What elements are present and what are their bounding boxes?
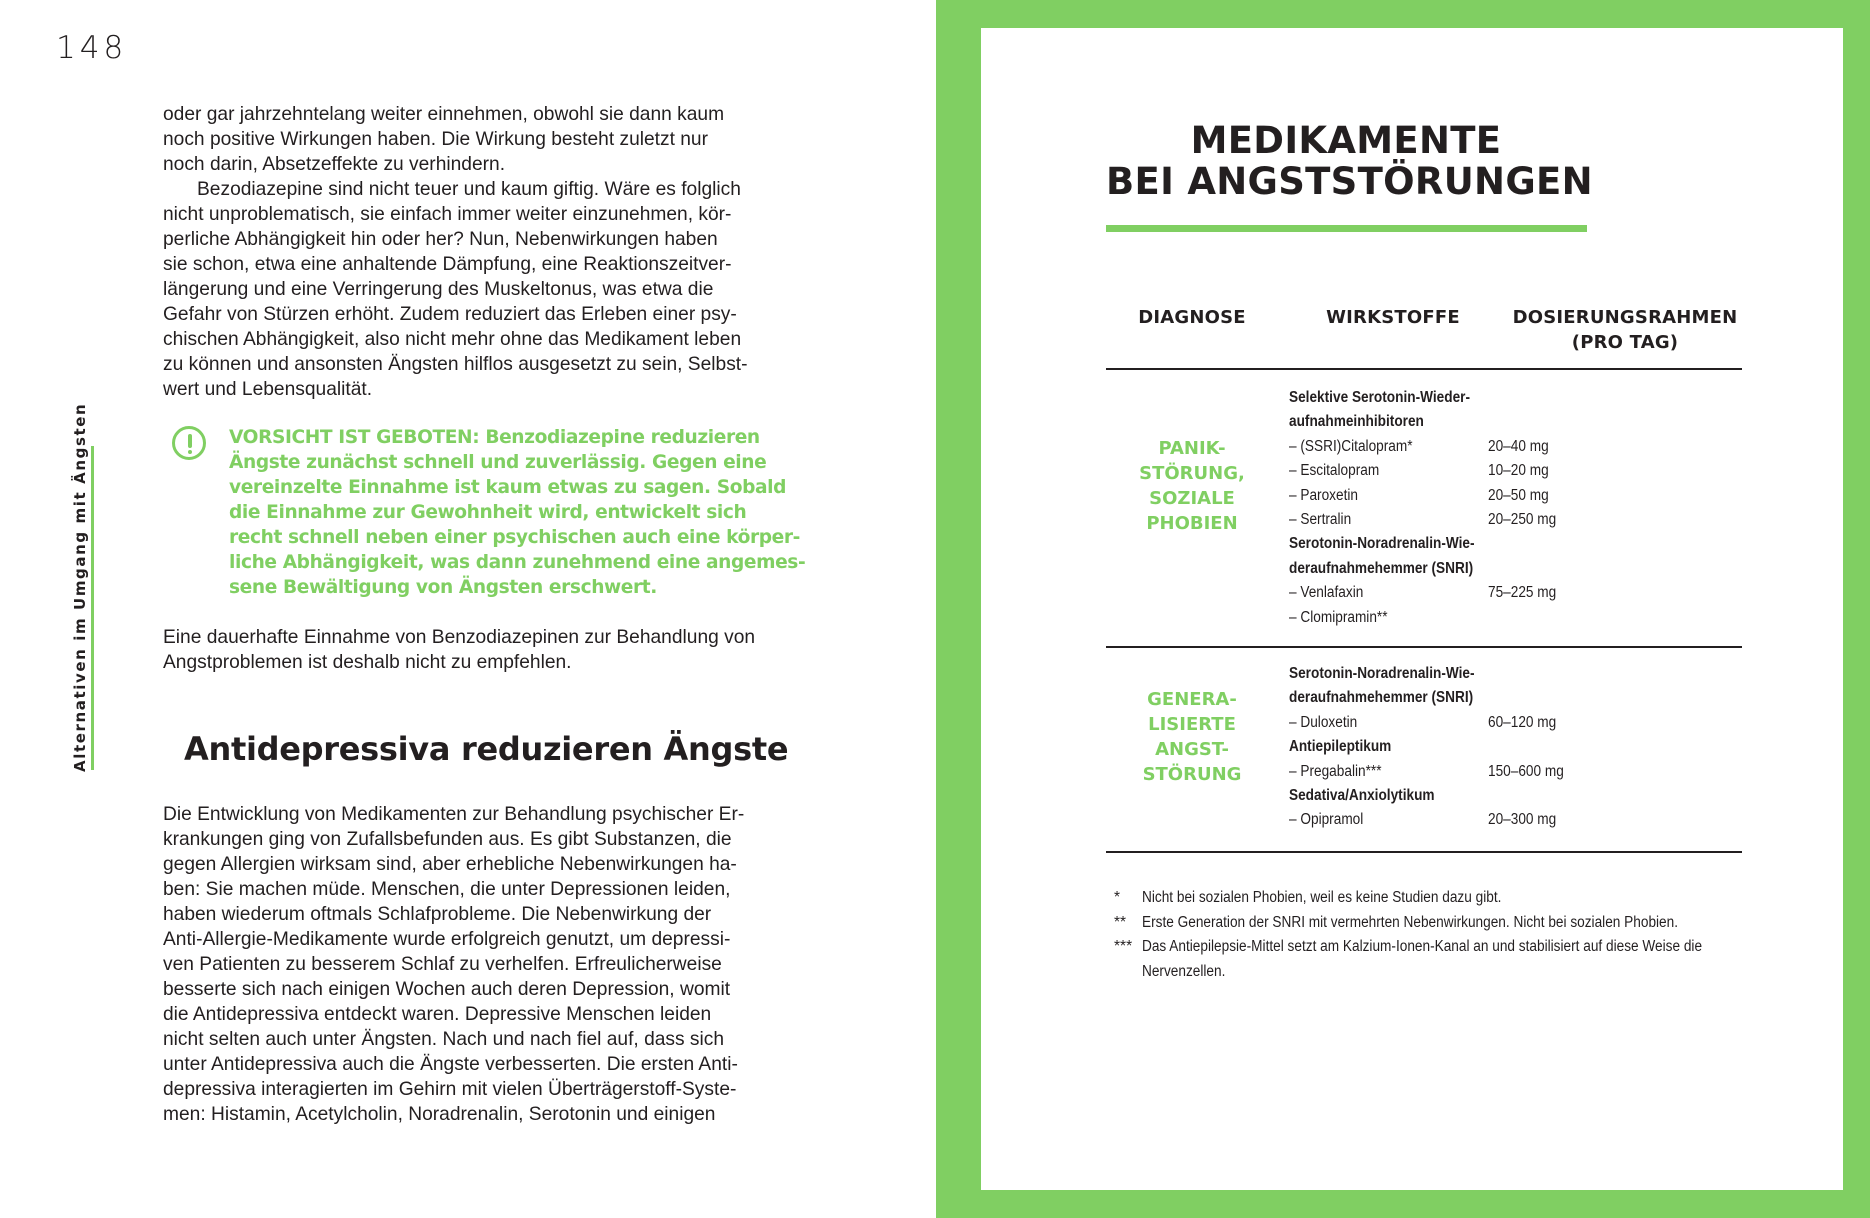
drug-group-row: [1289, 784, 1749, 808]
drug-group: deraufnahmehemmer (SNRI): [1289, 559, 1474, 577]
text-line: längerung und eine Verringerung des Muskeltonus, was etwa die: [163, 279, 714, 300]
diagnosis-line: PANIK-: [1158, 438, 1226, 459]
diagnosis-panic-social-phobia: [1106, 436, 1278, 536]
column-header-wirkstoffe: WIRKSTOFFE: [1326, 307, 1460, 328]
drug-group-row: [1289, 386, 1749, 410]
footnote-mark: **: [1114, 913, 1127, 931]
drug-group-row: [1289, 662, 1749, 686]
text-line: noch darin, Absetzeffekte zu verhindern.: [163, 154, 506, 175]
drug-group: Antiepileptikum: [1289, 738, 1392, 756]
title-line: MEDIKAMENTE: [1190, 119, 1502, 162]
table-row-rule: [1106, 646, 1742, 648]
text-line: nicht selten auch unter Ängsten. Nach und nach fiel auf, dass sich: [163, 1029, 725, 1050]
paragraph-4: [163, 802, 773, 1127]
drug-group-row: [1289, 735, 1749, 759]
running-head: Alternativen im Umgang mit Ängsten: [71, 402, 89, 772]
section-heading: Antidepressiva reduzieren Ängste: [184, 730, 789, 768]
text-line: depressiva interagierten im Gehirn mit vielen Überträgerstoff-Syste-: [163, 1079, 737, 1100]
text-line: perliche Abhängigkeit hin oder her? Nun, Nebenwirkungen haben: [163, 229, 718, 250]
footnote-text: Nicht bei sozialen Phobien, weil es keine Studien dazu gibt.: [1142, 889, 1502, 906]
drug-row: [1289, 808, 1749, 832]
text-line: Angstproblemen ist deshalb nicht zu empfehlen.: [163, 652, 572, 673]
footnote-text: Das Antiepilepsie-Mittel setzt am Kalzium-Ionen-Kanal an und stabilisiert auf diese Weise die Nervenzellen.: [1142, 938, 1703, 980]
info-box-title: [1106, 119, 1593, 203]
drug-group-row: [1289, 532, 1749, 556]
text-line: Eine dauerhafte Einnahme von Benzodiazepinen zur Behandlung von: [163, 627, 756, 648]
running-head-rule: [91, 446, 94, 770]
warning-text: [229, 425, 806, 600]
text-line: noch positive Wirkungen haben. Die Wirkung besteht zuletzt nur: [163, 129, 708, 150]
drug-group-row: [1289, 410, 1749, 434]
footnote: [1114, 935, 1754, 984]
text-line: men: Histamin, Acetylcholin, Noradrenalin, Serotonin und einigen: [163, 1104, 716, 1125]
table-header-rule: [1106, 368, 1742, 370]
title-line: BEI ANGSTSTÖRUNGEN: [1106, 160, 1593, 203]
drug-row: [1289, 484, 1749, 508]
text-line: krankungen ging von Zufallsbefunden aus. Es gibt Substanzen, die: [163, 829, 732, 850]
drug-row: [1289, 508, 1749, 532]
drug-name: – Clomipramin**: [1289, 608, 1388, 626]
drug-dose: 75–225 mg: [1488, 584, 1557, 602]
drug-group: aufnahmeinhibitoren: [1289, 413, 1424, 431]
drug-dose: 60–120 mg: [1488, 713, 1557, 731]
warning-line: liche Abhängigkeit, was dann zunehmend eine angemes-: [229, 552, 806, 573]
text-line: nicht unproblematisch, sie einfach immer weiter einzunehmen, kör-: [163, 204, 732, 225]
diagnosis-line: ANGST-: [1155, 739, 1229, 760]
header-line: DOSIERUNGSRAHMEN: [1512, 307, 1738, 328]
column-header-dosierung: [1510, 305, 1740, 355]
drug-row: [1289, 581, 1749, 605]
diagnosis-generalized-anxiety: [1106, 687, 1278, 787]
page-number: 148: [56, 30, 128, 66]
text-line: ven Patienten zu besserem Schlaf zu verhelfen. Erfreulicherweise: [163, 954, 722, 975]
exclamation-circle-icon: [172, 426, 206, 460]
drug-dose: 20–50 mg: [1488, 486, 1549, 504]
paragraph-2: [163, 177, 773, 402]
text-line: chischen Abhängigkeit, also nicht mehr ohne das Medikament leben: [163, 329, 742, 350]
drug-group-row: [1289, 686, 1749, 710]
drug-list-row-2: [1289, 662, 1749, 833]
exclamation-bar: [188, 434, 192, 448]
drug-name: – Paroxetin: [1289, 486, 1359, 504]
diagnosis-line: SOZIALE: [1149, 488, 1235, 509]
text-line: Anti-Allergie-Medikamente wurde erfolgreich genutzt, um depressi-: [163, 929, 731, 950]
drug-name: – Opipramol: [1289, 811, 1364, 829]
exclamation-dot: [188, 450, 192, 454]
text-line: haben wiederum oftmals Schlafprobleme. Die Nebenwirkung der: [163, 904, 712, 925]
drug-dose: 20–40 mg: [1488, 437, 1549, 455]
drug-row: [1289, 606, 1749, 630]
footnote-mark: *: [1114, 889, 1121, 906]
drug-row: [1289, 711, 1749, 735]
drug-group: Selektive Serotonin-Wieder-: [1289, 389, 1471, 406]
drug-dose: 20–250 mg: [1488, 510, 1557, 528]
paragraph-3: [163, 625, 773, 675]
text-line: ben: Sie machen müde. Menschen, die unter Depressionen leiden,: [163, 879, 731, 900]
text-line: wert und Lebensqualität.: [163, 379, 373, 400]
warning-line: die Einnahme zur Gewohnheit wird, entwickelt sich: [229, 502, 747, 523]
drug-dose: 10–20 mg: [1488, 462, 1549, 480]
text-line: besserte sich nach einigen Wochen auch deren Depression, womit: [163, 979, 731, 1000]
warning-line: vereinzelte Einnahme ist kaum etwas zu sagen. Sobald: [229, 477, 787, 498]
warning-line: Ängste zunächst schnell und zuverlässig. Gegen eine: [229, 452, 767, 473]
title-rule: [1106, 225, 1587, 232]
warning-line: sene Bewältigung von Ängsten erschwert.: [229, 577, 657, 598]
footnote-text: Erste Generation der SNRI mit vermehrten Nebenwirkungen. Nicht bei sozialen Phobien.: [1142, 913, 1679, 931]
text-line: oder gar jahrzehntelang weiter einnehmen, obwohl sie dann kaum: [163, 104, 725, 125]
table-bottom-rule: [1106, 851, 1742, 853]
text-line: Die Entwicklung von Medikamenten zur Behandlung psychischer Er-: [163, 804, 745, 825]
drug-name: – Pregabalin***: [1289, 762, 1382, 780]
drug-name: – Escitalopram: [1289, 462, 1380, 480]
footnote: [1114, 911, 1754, 936]
drug-list-row-1: [1289, 386, 1749, 630]
drug-group-row: [1289, 557, 1749, 581]
drug-name: – Duloxetin: [1289, 713, 1358, 731]
diagnosis-line: PHOBIEN: [1146, 513, 1238, 534]
drug-dose: 150–600 mg: [1488, 762, 1564, 780]
paragraph-1: [163, 102, 773, 177]
drug-name: – Venlafaxin: [1289, 584, 1364, 602]
diagnosis-line: STÖRUNG,: [1139, 463, 1245, 484]
drug-row: [1289, 459, 1749, 483]
drug-group: deraufnahmehemmer (SNRI): [1289, 689, 1474, 707]
drug-group: Sedativa/Anxiolytikum: [1289, 786, 1435, 804]
text-line: sie schon, etwa eine anhaltende Dämpfung, eine Reaktionszeitver-: [163, 254, 732, 275]
text-line: gegen Allergien wirksam sind, aber erhebliche Nebenwirkungen ha-: [163, 854, 737, 875]
drug-group: Serotonin-Noradrenalin-Wie-: [1289, 535, 1475, 553]
footnote: [1114, 886, 1754, 911]
footnote-mark: ***: [1114, 938, 1133, 955]
drug-row: [1289, 760, 1749, 784]
warning-line: VORSICHT IST GEBOTEN: Benzodiazepine reduzieren: [229, 427, 760, 448]
diagnosis-line: STÖRUNG: [1142, 764, 1242, 785]
drug-name: – (SSRI)Citalopram*: [1289, 437, 1413, 455]
diagnosis-line: GENERA-: [1147, 689, 1237, 710]
column-header-diagnose: DIAGNOSE: [1138, 307, 1246, 328]
body-text-continued: [163, 102, 773, 402]
diagnosis-line: LISIERTE: [1148, 714, 1236, 735]
text-line: zu können und ansonsten Ängsten hilflos ausgesetzt zu sein, Selbst-: [163, 354, 748, 375]
drug-dose: 20–300 mg: [1488, 811, 1557, 829]
text-line: Bezodiazepine sind nicht teuer und kaum giftig. Wäre es folglich: [197, 179, 741, 200]
footnotes: [1114, 886, 1754, 984]
text-line: Gefahr von Stürzen erhöht. Zudem reduziert das Erleben einer psy-: [163, 304, 737, 325]
text-line: unter Antidepressiva auch die Ängste verbesserten. Die ersten Anti-: [163, 1054, 738, 1075]
text-line: die Antidepressiva entdeckt waren. Depressive Menschen leiden: [163, 1004, 712, 1025]
drug-row: [1289, 435, 1749, 459]
warning-line: recht schnell neben einer psychischen auch eine körper-: [229, 527, 800, 548]
header-line: (PRO TAG): [1571, 332, 1679, 353]
drug-group: Serotonin-Noradrenalin-Wie-: [1289, 665, 1475, 682]
drug-name: – Sertralin: [1289, 510, 1352, 528]
